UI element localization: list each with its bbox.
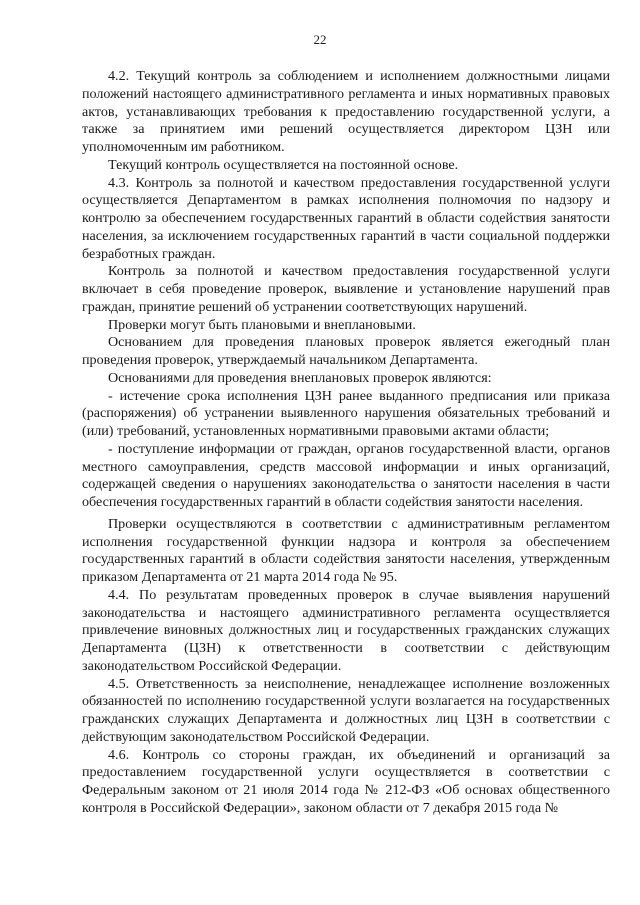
paragraph-planned-basis: Основанием для проведения плановых проверок является ежегодный план проведения проверок, утверждаемый начальником Департамента. xyxy=(82,334,610,368)
page-number: 22 xyxy=(313,32,327,47)
paragraph-4-6: 4.6. Контроль со стороны граждан, их объединений и организаций за предоставлением государственной услуги осуществляется в соответствии с Федеральным законом от 21 июля 2014 года № 212-ФЗ «Об основах общественного контроля в Российской Федерации», законом области от 7 декабря 2015 года № xyxy=(82,746,610,816)
paragraph-control-continuous: Текущий контроль осуществляется на постоянной основе. xyxy=(108,156,459,173)
paragraph-4-2: 4.2. Текущий контроль за соблюдением и исполнением должностными лицами положений настоящего административного регламента и иных нормативных правовых актов, устанавливающих требования к предоставлению государственной услуги, а также за принятием ими решений осуществляется директором ЦЗН или уполномоченным им работником. xyxy=(82,68,610,155)
paragraph-4-5: 4.5. Ответственность за неисполнение, ненадлежащее исполнение возложенных обязанностей по исполнению государственной услуги возлагается на государственных гражданских служащих Департамента и должностных лиц ЦЗН в соответствии с действующим законодательством Российской Федерации. xyxy=(82,675,610,745)
paragraph-unplanned-basis: Основаниями для проведения внеплановых проверок являются: xyxy=(108,369,492,386)
document-body xyxy=(82,68,610,818)
paragraph-4-4: 4.4. По результатам проведенных проверок в случае выявления нарушений законодательства и настоящего административного регламента осуществляется привлечение виновных должностных лиц и государственных гражданских служащих Департамента (ЦЗН) к ответственности в соответствии с действующим законодательством Российской Федерации. xyxy=(82,586,610,674)
list-item-deadline-expiry: - истечение срока исполнения ЦЗН ранее выданного предписания или приказа (распоряжения) об устранении выявленного нарушения обязательных требований и (или) требований, установленных нормативными правовыми актами области; xyxy=(82,387,610,439)
list-item-information-received: - поступление информации от граждан, органов государственной власти, органов местного самоуправления, средств массовой информации и иных организаций, содержащей сведения о нарушениях законодательства о занятости населения в части обеспечения государственных гарантий в области содействия занятости населения. xyxy=(82,440,610,510)
paragraph-inspection-regulation: Проверки осуществляются в соответствии с административным регламентом исполнения государственной функции надзора и контроля за обеспечением государственных гарантий в области содействия занятости населения, утвержденным приказом Департамента от 21 марта 2014 года № 95. xyxy=(82,515,610,585)
paragraph-control-includes: Контроль за полнотой и качеством предоставления государственной услуги включает в себя проведение проверок, выявление и установление нарушений прав граждан, принятие решений об устранении соответствующих нарушений. xyxy=(82,263,610,315)
paragraph-inspection-types: Проверки могут быть плановыми и внеплановыми. xyxy=(108,316,416,333)
paragraph-4-3: 4.3. Контроль за полнотой и качеством предоставления государственной услуги осуществляется Департаментом в рамках исполнения полномочия по надзору и контролю за обеспечением государственных гарантий в области содействия занятости населения, за исключением государственных гарантий в части социальной поддержки безработных граждан. xyxy=(82,174,610,262)
